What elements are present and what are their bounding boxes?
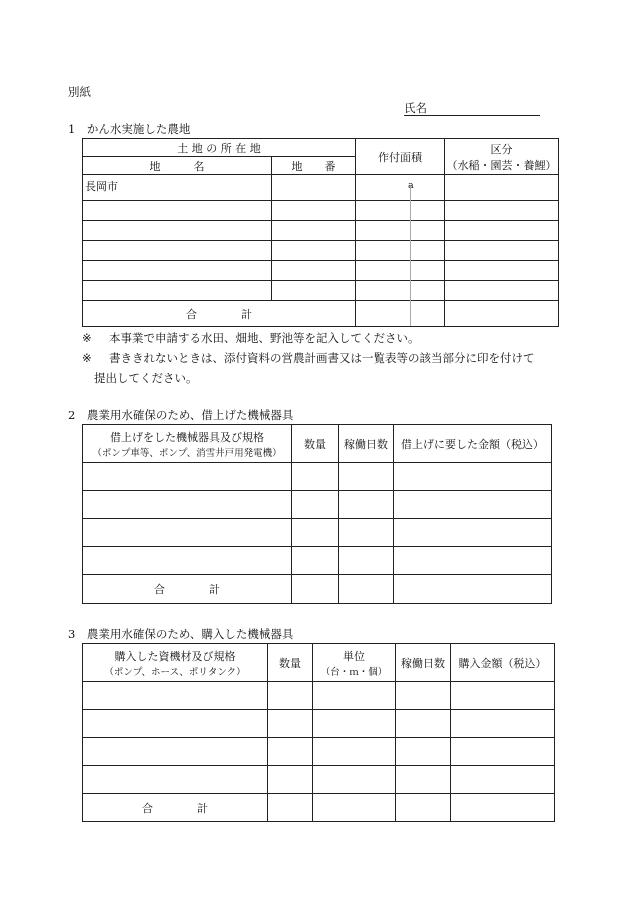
amount-header: 購入金額（税込） [451,644,555,682]
place-name-cell[interactable] [83,221,272,241]
unit-label: 単位 [343,649,365,663]
category-cell[interactable] [445,221,559,241]
days-header: 稼働日数 [396,644,451,682]
total-unit-cell[interactable] [313,794,396,822]
amount-cell[interactable] [451,766,555,794]
table-row [83,738,555,766]
area-column-divider [410,186,411,326]
item-cell[interactable] [83,519,292,547]
table-row [83,547,552,575]
section2-heading: 2 農業用水確保のため、借上げた機械器具 [68,408,294,422]
purchased-equipment-table [82,643,555,822]
section1-heading: 1 かん水実施した農地 [68,122,191,136]
area-unit-label: a [408,180,414,191]
note1-text: 本事業で申請する水田、畑地、野池等を記入してください。 [109,331,420,345]
place-name-cell[interactable] [83,281,272,301]
note1-mark: ※ [82,331,92,345]
unit-cell[interactable] [313,682,396,710]
lot-number-header: 地 番 [272,157,356,175]
unit-cell[interactable] [313,766,396,794]
qty-cell[interactable] [268,682,313,710]
purchased-item-label: 購入した資機材及び規格 [114,649,236,663]
area-cell[interactable] [356,281,445,301]
item-cell[interactable] [83,463,292,491]
attachment-label: 別紙 [68,85,91,99]
qty-header: 数量 [268,644,313,682]
area-cell[interactable] [356,175,445,201]
amount-cell[interactable] [394,547,552,575]
note2-text-line1: 書ききれないときは、添付資料の営農計画書又は一覧表等の該当部分に印を付けて [109,351,535,365]
name-line [404,115,540,116]
amount-cell[interactable] [451,738,555,766]
total-qty-cell[interactable] [268,794,313,822]
unit-header [313,644,396,682]
area-header: 作付面積 [356,139,445,175]
days-cell[interactable] [339,491,394,519]
area-cell[interactable] [356,221,445,241]
place-name-cell[interactable] [83,241,272,261]
qty-cell[interactable] [292,547,339,575]
lot-number-cell[interactable] [272,261,356,281]
amount-cell[interactable] [394,519,552,547]
item-cell[interactable] [83,682,268,710]
total-days-cell[interactable] [396,794,451,822]
amount-cell[interactable] [394,491,552,519]
qty-header: 数量 [292,425,339,463]
lot-number-cell[interactable] [272,201,356,221]
total-category-cell [445,301,559,327]
note2-text-line2: 提出してください。 [94,371,198,385]
qty-cell[interactable] [292,491,339,519]
qty-cell[interactable] [268,738,313,766]
place-name-header: 地 名 [83,157,272,175]
table-row [83,766,555,794]
lot-number-cell[interactable] [272,175,356,201]
qty-cell[interactable] [292,519,339,547]
item-cell[interactable] [83,491,292,519]
place-name-cell[interactable] [83,201,272,221]
days-cell[interactable] [396,682,451,710]
total-days-cell[interactable] [339,575,394,604]
days-cell[interactable] [396,710,451,738]
area-cell[interactable] [356,201,445,221]
category-sub-label: （水稲・園芸・養鯉） [446,158,557,172]
total-amount-cell[interactable] [451,794,555,822]
table-row [83,221,559,241]
name-label: 氏名 [404,101,427,115]
total-row [83,794,555,822]
total-amount-cell[interactable] [394,575,552,604]
amount-cell[interactable] [394,463,552,491]
table-row [83,710,555,738]
table-row [83,463,552,491]
farmland-table [82,138,559,327]
area-cell[interactable] [356,241,445,261]
unit-cell[interactable] [313,738,396,766]
category-cell[interactable] [445,281,559,301]
total-qty-cell[interactable] [292,575,339,604]
unit-sub-label: （台・ｍ・個） [320,666,388,678]
qty-cell[interactable] [268,766,313,794]
table-row [83,491,552,519]
rented-item-label: 借上げをした機械器具及び規格 [110,430,264,444]
rented-item-header [83,425,292,463]
days-cell[interactable] [339,519,394,547]
qty-cell[interactable] [268,710,313,738]
total-area-cell[interactable] [356,301,445,327]
unit-cell[interactable] [313,710,396,738]
lot-number-cell[interactable] [272,281,356,301]
table-row [83,201,559,221]
purchased-item-sub-label: （ポンプ、ホース、ポリタンク） [104,666,246,678]
table-row [83,519,552,547]
section3-heading: 3 農業用水確保のため、購入した機械器具 [68,627,294,641]
place-name-cell[interactable] [83,261,272,281]
days-cell[interactable] [339,463,394,491]
amount-cell[interactable] [451,682,555,710]
total-row [83,575,552,604]
qty-cell[interactable] [292,463,339,491]
table-row [83,281,559,301]
lot-number-cell[interactable] [272,221,356,241]
total-label: 合 計 [83,301,356,327]
item-cell[interactable] [83,710,268,738]
table-row [83,241,559,261]
table-row [83,261,559,281]
total-row [83,301,559,327]
rented-equipment-table [82,424,552,604]
area-cell[interactable] [356,261,445,281]
category-header [445,139,559,175]
total-label: 合 計 [83,794,268,822]
location-group-header: 土 地 の 所 在 地 [83,139,356,157]
note2-mark: ※ [82,351,92,365]
table-row [83,682,555,710]
amount-cell[interactable] [451,710,555,738]
days-header: 稼働日数 [339,425,394,463]
table-row [83,175,559,201]
days-cell[interactable] [396,738,451,766]
item-cell[interactable] [83,547,292,575]
category-cell[interactable] [445,241,559,261]
rented-item-sub-label: （ポンプ車等、ポンプ、消雪井戸用発電機） [92,447,282,459]
item-cell[interactable] [83,766,268,794]
days-cell[interactable] [339,547,394,575]
category-cell[interactable] [445,201,559,221]
purchased-item-header [83,644,268,682]
place-name-cell[interactable]: 長岡市 [83,175,272,201]
total-label: 合 計 [83,575,292,604]
amount-header: 借上げに要した金額（税込） [394,425,552,463]
days-cell[interactable] [396,766,451,794]
category-cell[interactable] [445,261,559,281]
lot-number-cell[interactable] [272,241,356,261]
item-cell[interactable] [83,738,268,766]
category-label: 区分 [490,142,513,156]
category-cell[interactable] [445,175,559,201]
